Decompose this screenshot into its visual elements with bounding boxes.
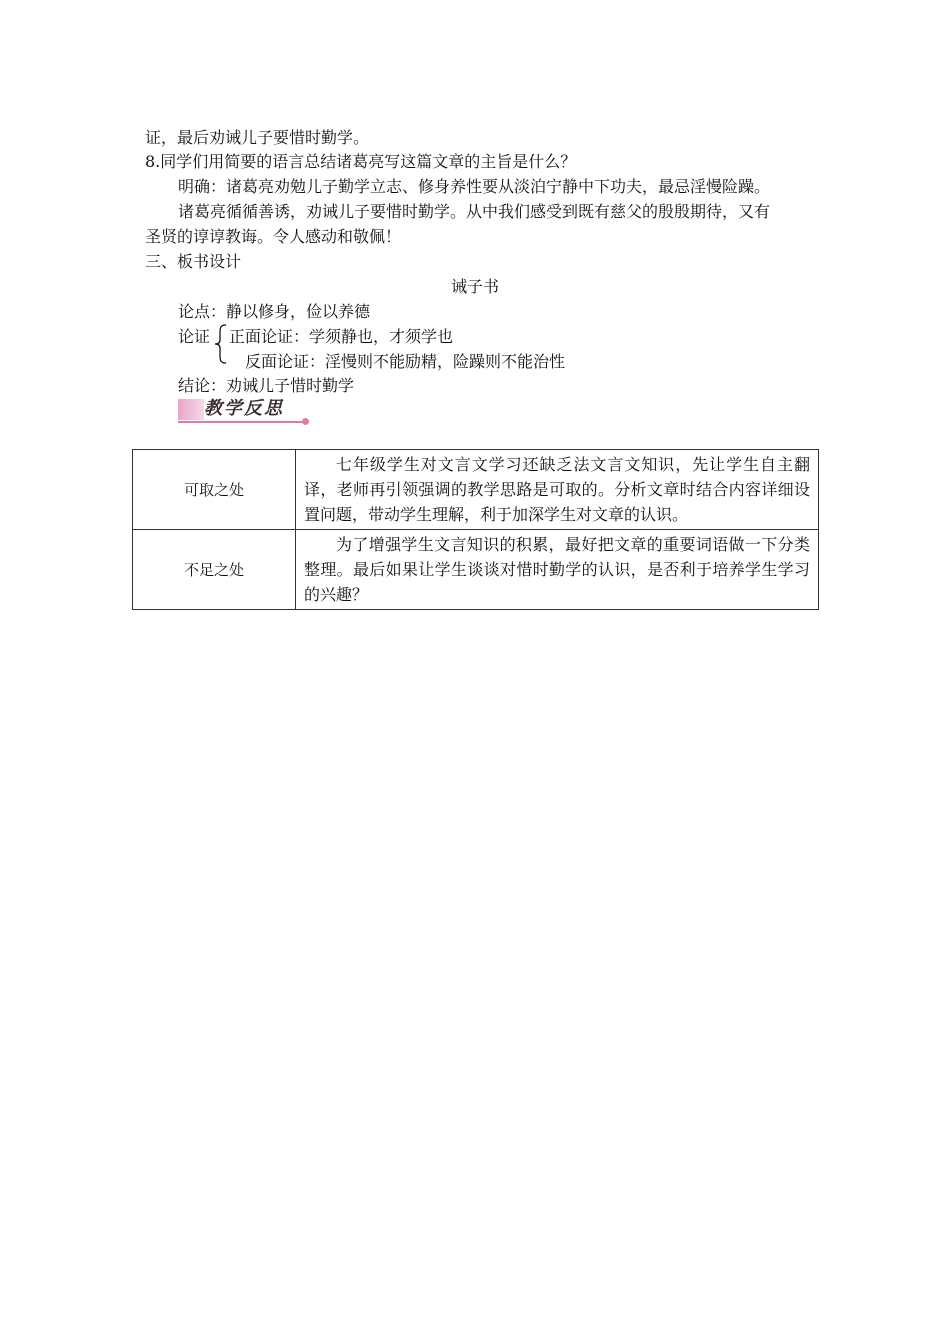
question-8: 8.同学们用简要的语言总结诸葛亮写这篇文章的主旨是什么？ bbox=[145, 152, 577, 171]
section-heading-board-design: 三、板书设计 bbox=[145, 252, 242, 271]
board-conclusion: 结论：劝诫儿子惜时勤学 bbox=[178, 376, 355, 395]
row-content-strengths: 七年级学生对文言文学习还缺乏法文言文知识，先让学生自主翻译，老师再引领强调的教学思路是可取的。分析文章时结合内容详细设置问题，带动学生理解，利于加深学生对文章的认识。 bbox=[296, 450, 819, 530]
banner-title: 教学反思 bbox=[204, 398, 284, 419]
row-label-weaknesses: 不足之处 bbox=[133, 530, 296, 610]
reflection-table bbox=[132, 449, 819, 610]
body-line-1: 证，最后劝诫儿子要惜时勤学。 bbox=[145, 128, 370, 147]
board-title: 诫子书 bbox=[450, 277, 499, 296]
row-content-weaknesses: 为了增强学生文言知识的积累，最好把文章的重要词语做一下分类整理。最后如果让学生谈谈对惜时勤学的认识，是否利于培养学生学习的兴趣？ bbox=[296, 530, 819, 610]
curly-brace-icon bbox=[214, 324, 228, 364]
teaching-reflection-banner bbox=[178, 399, 313, 426]
summary-paragraph-line-1: 诸葛亮循循善诱，劝诫儿子要惜时勤学。从中我们感受到既有慈父的殷殷期待，又有 bbox=[178, 202, 771, 221]
summary-paragraph-line-2: 圣贤的谆谆教诲。令人感动和敬佩！ bbox=[145, 227, 402, 246]
banner-gradient-block bbox=[178, 399, 204, 420]
banner-underline bbox=[178, 421, 304, 423]
board-positive-argument: 正面论证：学须静也，才须学也 bbox=[229, 327, 454, 346]
row-label-strengths: 可取之处 bbox=[133, 450, 296, 530]
answer-8: 明确：诸葛亮劝勉儿子勤学立志、修身养性要从淡泊宁静中下功夫，最忌淫慢险躁。 bbox=[178, 177, 771, 196]
board-argument-label: 论证 bbox=[178, 327, 211, 346]
banner-dot-icon bbox=[302, 418, 309, 425]
table-row bbox=[133, 450, 819, 530]
table-row bbox=[133, 530, 819, 610]
board-negative-argument: 反面论证：淫慢则不能励精，险躁则不能治性 bbox=[245, 352, 566, 371]
board-thesis: 论点：静以修身，俭以养德 bbox=[178, 302, 371, 321]
